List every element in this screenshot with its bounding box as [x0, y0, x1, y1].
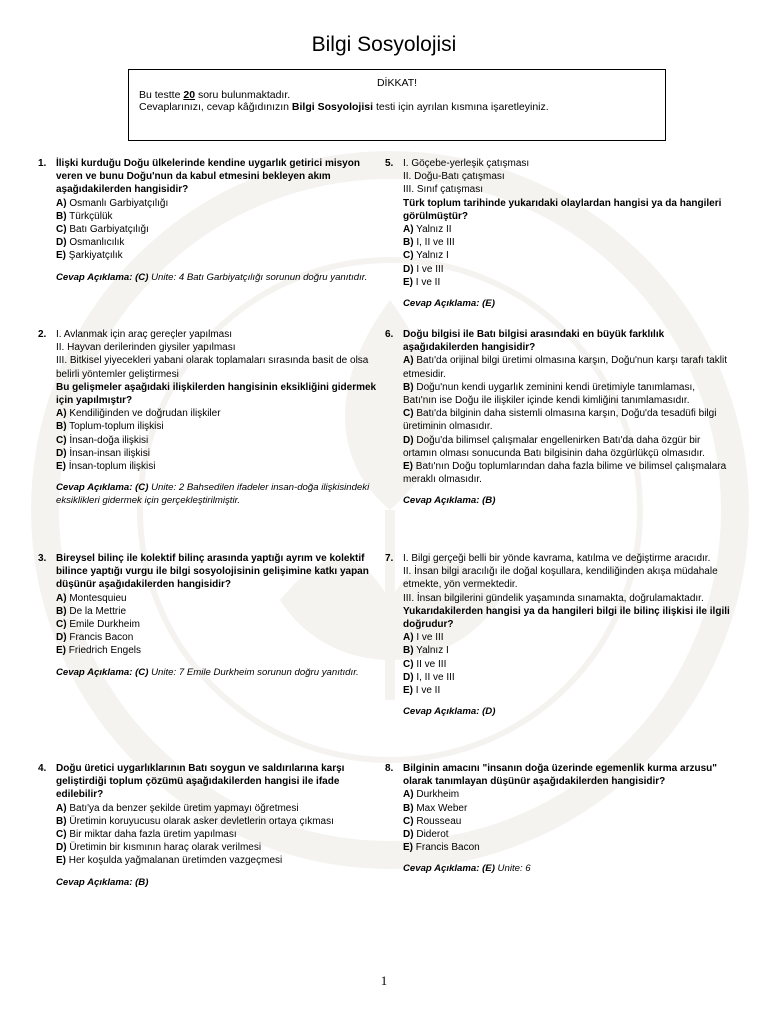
option-text: Friedrich Engels: [66, 645, 142, 657]
answer-option[interactable]: [56, 828, 383, 841]
answer-option[interactable]: [403, 460, 730, 486]
option-letter: A): [403, 789, 414, 801]
option-text: Durkheim: [413, 789, 460, 801]
answer-option[interactable]: [403, 841, 730, 854]
answer-explanation: [403, 706, 730, 719]
option-letter: D): [56, 632, 67, 644]
answer-explanation: [56, 877, 383, 890]
answer-option[interactable]: [403, 658, 730, 671]
answer-label: Cevap Açıklama: (E): [403, 863, 495, 875]
option-letter: C): [56, 829, 67, 841]
answer-option[interactable]: [403, 684, 730, 697]
answer-option[interactable]: [56, 236, 383, 249]
option-text: İnsan-toplum ilişkisi: [66, 461, 156, 473]
option-text: Montesquieu: [66, 592, 127, 604]
option-text: Doğu'da bilimsel çalışmalar engellenirken Batı'da daha özgür bir ortamın olması sonucunda Batı bilgisinin daha özgürlükçü olmasıdır.: [403, 434, 705, 459]
question-4: [38, 762, 383, 889]
answer-option[interactable]: [403, 788, 730, 801]
option-text: Osmanlı Garbiyatçılığı: [66, 197, 169, 209]
option-letter: E): [56, 461, 66, 473]
answer-label: Cevap Açıklama: (B): [56, 876, 149, 888]
option-text: I ve III: [413, 632, 444, 644]
option-text: Francis Bacon: [413, 842, 480, 854]
option-letter: A): [403, 632, 414, 644]
answer-label: Cevap Açıklama: (C): [56, 271, 149, 283]
option-text: Üretimin koruyucusu olarak asker devletlerin ortaya çıkması: [66, 815, 334, 827]
option-letter: D): [56, 447, 67, 459]
notice-line-2: Cevaplarınızı, cevap kâğıdınızın Bilgi Sosyolojisi testi için ayrılan kısmına işaretleyiniz.: [139, 101, 549, 113]
option-text: Bir miktar daha fazla üretim yapılması: [66, 829, 237, 841]
option-letter: C): [403, 815, 414, 827]
question-number: 6.: [385, 329, 394, 340]
question-number: 7.: [385, 553, 394, 564]
question-body: [403, 157, 730, 311]
answer-option[interactable]: [56, 592, 383, 605]
answer-option[interactable]: [403, 223, 730, 236]
answer-option[interactable]: [403, 249, 730, 262]
premise-statement: II. Hayvan derilerinden giysiler yapılması: [56, 342, 236, 354]
answer-option[interactable]: [56, 815, 383, 828]
answer-option[interactable]: [403, 354, 730, 380]
answer-option[interactable]: [56, 223, 383, 236]
premise-statement: I. Göçebe-yerleşik çatışması: [403, 158, 530, 169]
option-letter: B): [403, 381, 414, 393]
answer-note: Unite: 7 Emile Durkheim sorunun doğru yanıtıdır.: [148, 666, 359, 678]
question-number: 5.: [385, 158, 394, 169]
answer-option[interactable]: [56, 434, 383, 447]
page-number: 1: [380, 973, 388, 988]
answer-option[interactable]: [56, 460, 383, 473]
option-letter: C): [56, 619, 67, 631]
option-text: Yalnız II: [413, 224, 452, 236]
option-letter: D): [56, 842, 67, 854]
answer-option[interactable]: [56, 447, 383, 460]
answer-option[interactable]: [56, 802, 383, 815]
answer-option[interactable]: [56, 854, 383, 867]
answer-option[interactable]: [56, 644, 383, 657]
question-3: [38, 552, 383, 679]
option-text: II ve III: [413, 658, 447, 670]
premise-statement: I. Bilgi gerçeği belli bir yönde kavrama, katılma ve değiştirme aracıdır.: [403, 553, 711, 564]
option-letter: B): [56, 210, 67, 222]
option-letter: C): [403, 658, 414, 670]
question-body: [403, 552, 730, 719]
answer-option[interactable]: [56, 841, 383, 854]
option-text: Batı'da orijinal bilgi üretimi olmasına karşın, Doğu'nun karşı tarafı taklit etmesidir.: [403, 355, 727, 380]
question-body: [56, 552, 383, 679]
option-letter: A): [56, 197, 67, 209]
question-7: [385, 552, 730, 719]
answer-label: Cevap Açıklama: (D): [403, 706, 496, 718]
option-text: Rousseau: [413, 815, 462, 827]
question-stem: Bilginin amacını "insanın doğa üzerinde egemenlik kurma arzusu" olarak tanımlayan düşünür aşağıdakilerden hangisidir?: [403, 763, 717, 788]
answer-option[interactable]: [403, 236, 730, 249]
option-text: Yalnız I: [413, 250, 449, 262]
answer-option[interactable]: [403, 381, 730, 407]
option-letter: D): [403, 263, 414, 275]
question-stem: Türk toplum tarihinde yukarıdaki olaylardan hangisi ya da hangileri görülmüştür?: [403, 197, 722, 222]
notice-box: [128, 69, 666, 141]
answer-option[interactable]: [403, 263, 730, 276]
answer-explanation: [56, 667, 383, 680]
answer-option[interactable]: [403, 434, 730, 460]
answer-option[interactable]: [403, 828, 730, 841]
answer-note: Unite: 4 Batı Garbiyatçılığı sorunun doğru yanıtıdır.: [148, 271, 368, 283]
option-text: I, II ve III: [413, 237, 455, 249]
option-text: Yalnız I: [413, 645, 449, 657]
question-number: 8.: [385, 763, 394, 774]
option-letter: A): [403, 224, 414, 236]
answer-option[interactable]: [403, 815, 730, 828]
answer-note: Unite: 6: [494, 863, 531, 875]
answer-option[interactable]: [403, 802, 730, 815]
question-number: 3.: [38, 553, 47, 564]
question-2: [38, 328, 383, 507]
answer-label: Cevap Açıklama: (B): [403, 495, 496, 507]
option-text: Şarkiyatçılık: [66, 250, 123, 262]
option-text: Francis Bacon: [66, 632, 134, 644]
notice-line-1: Bu testte 20 soru bulunmaktadır.: [139, 89, 291, 101]
question-number: 4.: [38, 763, 47, 774]
answer-label: Cevap Açıklama: (C): [56, 482, 149, 494]
option-letter: A): [56, 802, 67, 814]
question-5: [385, 157, 730, 311]
answer-option[interactable]: [403, 276, 730, 289]
option-letter: E): [56, 855, 66, 867]
option-letter: E): [403, 461, 413, 473]
answer-option[interactable]: [56, 605, 383, 618]
option-text: Diderot: [413, 829, 449, 841]
option-letter: B): [403, 237, 414, 249]
answer-explanation: [56, 272, 383, 285]
option-letter: B): [56, 605, 67, 617]
answer-option[interactable]: [56, 420, 383, 433]
answer-option[interactable]: [56, 197, 383, 210]
answer-option[interactable]: [56, 407, 383, 420]
option-text: I ve II: [413, 685, 441, 697]
option-text: Kendiliğinden ve doğrudan ilişkiler: [66, 408, 221, 420]
answer-option[interactable]: [56, 249, 383, 262]
option-letter: E): [403, 276, 413, 288]
premise-statement: II. İnsan bilgi aracılığı ile doğal koşullara, kendiliğinden akışa müdahale etmekte, yön vermektedir.: [403, 566, 718, 591]
option-text: İnsan-insan ilişkisi: [66, 447, 150, 459]
option-text: Emile Durkheim: [66, 619, 140, 631]
answer-explanation: [56, 482, 383, 507]
question-stem: Bireysel bilinç ile kolektif bilinç arasında yaptığı ayrım ve kolektif bilince yaptığı vurgu ile bilgi sosyolojisinin gelişimine katkı yapan düşünür aşağıdakilerden hangisidir?: [56, 553, 369, 591]
option-letter: D): [403, 829, 414, 841]
page-title: Bilgi Sosyolojisi: [311, 33, 457, 56]
option-text: Her koşulda yağmalanan üretimden vazgeçmesi: [66, 855, 283, 867]
answer-label: Cevap Açıklama: (C): [56, 666, 149, 678]
answer-explanation: [403, 298, 730, 311]
answer-option[interactable]: [403, 671, 730, 684]
question-body: [403, 762, 730, 876]
answer-option[interactable]: [56, 631, 383, 644]
option-text: I ve III: [413, 263, 444, 275]
question-stem: İlişki kurduğu Doğu ülkelerinde kendine uygarlık getirici misyon veren ve bunu Doğu'nun da kabul etmesini bekleyen akım aşağıdakilerden hangisidir?: [56, 158, 360, 196]
question-stem: Doğu üretici uygarlıklarının Batı soygun ve saldırılarına karşı geliştirdiği toplum çözümü aşağıdakilerden hangisi ile ifade edilebilir?: [56, 763, 345, 801]
answer-option[interactable]: [56, 210, 383, 223]
question-body: [56, 762, 383, 889]
option-text: De la Mettrie: [66, 605, 127, 617]
option-text: Toplum-toplum ilişkisi: [66, 421, 164, 433]
option-letter: E): [56, 250, 66, 262]
option-text: I, II ve III: [413, 671, 455, 683]
option-letter: C): [403, 408, 414, 420]
option-text: Batı'ya da benzer şekilde üretim yapmayı öğretmesi: [66, 802, 299, 814]
option-text: Max Weber: [413, 802, 468, 814]
question-body: [56, 328, 383, 507]
option-text: Türkçülük: [66, 210, 113, 222]
question-number: 2.: [38, 329, 47, 340]
option-letter: D): [56, 237, 67, 249]
question-stem: Yukarıdakilerden hangisi ya da hangileri bilgi ile bilinç ilişkisi ile ilgili doğrudur?: [403, 605, 730, 631]
answer-option[interactable]: [403, 644, 730, 657]
answer-explanation: [403, 495, 730, 508]
answer-option[interactable]: [403, 631, 730, 644]
question-body: [56, 157, 383, 284]
option-letter: D): [403, 434, 414, 446]
answer-note: Unite: 2 Bahsedilen ifadeler insan-doğa ilişkisindeki eksiklikleri gidermek için gerçekleştirilmiştir.: [56, 482, 370, 506]
option-letter: A): [403, 355, 414, 367]
question-stem: Bu gelişmeler aşağıdaki ilişkilerden hangisinin eksikliğini gidermek için yapılmıştır?: [56, 381, 377, 407]
premise-statement: I. Avlanmak için araç gereçler yapılması: [56, 329, 233, 340]
question-8: [385, 762, 730, 876]
option-letter: B): [56, 421, 67, 433]
answer-option[interactable]: [403, 407, 730, 433]
question-stem: Doğu bilgisi ile Batı bilgisi arasındaki en büyük farklılık aşağıdakilerden hangisidir?: [403, 329, 665, 354]
option-letter: B): [403, 802, 414, 814]
option-letter: D): [403, 671, 414, 683]
option-letter: C): [56, 434, 67, 446]
option-text: Batı'da bilginin daha sistemli olmasına karşın, Doğu'da tesadüfi bilgi üretiminin olmasıdır.: [403, 408, 717, 433]
question-number: 1.: [38, 158, 47, 169]
option-text: Batı'nın Doğu toplumlarından daha fazla bilime ve bilimsel çalışmalara meraklı olmasıdır.: [403, 461, 727, 486]
question-body: [403, 328, 730, 508]
option-letter: C): [56, 224, 67, 236]
premise-statement: III. Sınıf çatışması: [403, 184, 484, 196]
answer-label: Cevap Açıklama: (E): [403, 298, 495, 310]
option-text: Osmanlıcılık: [66, 237, 125, 249]
notice-heading: DİKKAT!: [376, 77, 418, 89]
premise-statement: III. İnsan bilgilerini gündelik yaşamında sınamakta, doğrulamaktadır.: [403, 592, 704, 604]
option-text: Üretimin bir kısmının haraç olarak verilmesi: [66, 842, 262, 854]
option-letter: A): [56, 592, 67, 604]
question-6: [385, 328, 730, 508]
question-count: 20: [183, 89, 196, 101]
option-text: Batı Garbiyatçılığı: [66, 224, 149, 236]
option-text: İnsan-doğa ilişkisi: [66, 434, 149, 446]
premise-statement: III. Bitkisel yiyecekleri yabani olarak toplamaları sırasında basit de olsa belirli yöntemler geliştirmesi: [56, 355, 369, 380]
option-letter: C): [403, 250, 414, 262]
option-letter: E): [403, 842, 413, 854]
option-text: Doğu'nun kendi uygarlık zeminini kendi üretimiyle tanımlaması, Batı'nın ise Doğu ile ilişkiler içinde kendi kimliğini tanımlamasıdır.: [403, 381, 696, 407]
question-1: [38, 157, 383, 284]
option-letter: B): [403, 645, 414, 657]
option-text: I ve II: [413, 276, 441, 288]
option-letter: B): [56, 815, 67, 827]
option-letter: E): [403, 685, 413, 697]
answer-explanation: [403, 863, 730, 876]
option-letter: A): [56, 408, 67, 420]
premise-statement: II. Doğu-Batı çatışması: [403, 171, 505, 183]
option-letter: E): [56, 645, 66, 657]
answer-option[interactable]: [56, 618, 383, 631]
